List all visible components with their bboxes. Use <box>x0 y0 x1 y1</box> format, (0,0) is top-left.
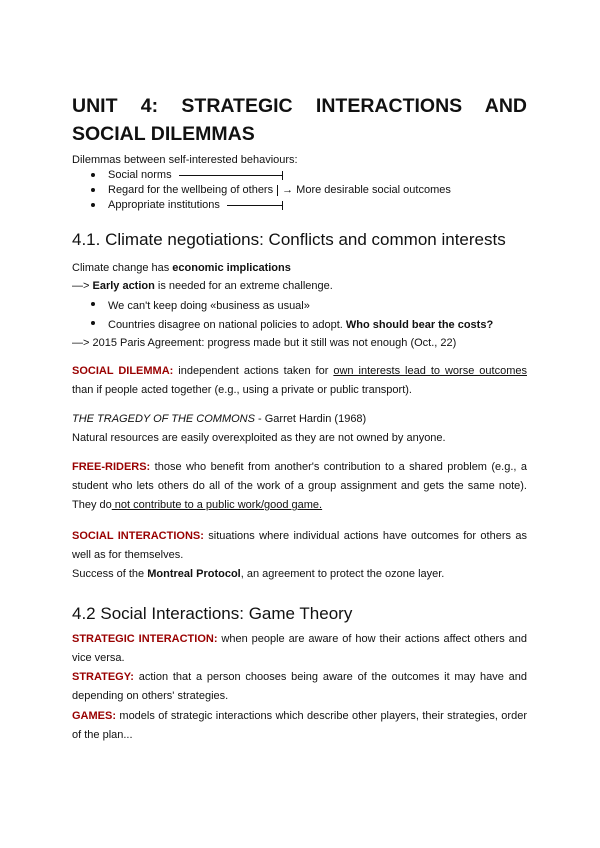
intro-bullet-list <box>72 168 527 213</box>
term-label: STRATEGIC INTERACTION: <box>72 633 218 645</box>
bullet-countries-disagree <box>72 316 527 335</box>
text: action that a person chooses being aware of the outcomes it may have and depending on others' strategies. <box>72 671 527 702</box>
bullet-label: Regard for the wellbeing of others <box>108 184 274 196</box>
intro-bullet-social-norms <box>72 168 527 183</box>
term-label: STRATEGY: <box>72 671 134 683</box>
strategic-interaction-paragraph <box>72 630 527 668</box>
text: —> <box>72 280 93 292</box>
social-dilemma-paragraph <box>72 362 527 400</box>
strategy-paragraph <box>72 668 527 706</box>
intro-bullet-regard <box>72 183 527 198</box>
tragedy-text: Natural resources are easily overexploited as they are not owned by anyone. <box>72 432 446 444</box>
text: situations where individual actions have outcomes for others as well as for themselves. <box>72 530 527 561</box>
bullet-business-as-usual <box>72 297 527 316</box>
montreal-protocol-line <box>72 565 527 584</box>
unit-title-line-2: SOCIAL DILEMMAS <box>72 123 255 145</box>
bold-text: Early action <box>92 280 155 292</box>
underlined-text: not contribute to a public work/good game. <box>111 499 323 511</box>
text: Climate change has <box>72 262 173 274</box>
text: than if people acted together (e.g., using a private or public transport). <box>72 384 412 396</box>
text: independent actions taken for <box>173 365 334 377</box>
text: - Garret Hardin (1968) <box>254 413 367 425</box>
section-heading-4-2: 4.2 Social Interactions: Game Theory <box>72 604 353 623</box>
bullet-text: Countries disagree on national policies to adopt. <box>108 319 346 331</box>
intro-text: Dilemmas between self-interested behaviours: <box>72 154 298 166</box>
text: those who benefit from another's contribution to a shared problem (e.g., a student who lets others do all of the work of a group assignment and gets the same note). They do <box>72 461 527 511</box>
unit-title-line-1: UNIT 4: STRATEGIC INTERACTIONS AND <box>72 95 527 117</box>
climate-bullet-list <box>72 297 527 335</box>
bullet-label: Social norms <box>108 169 172 181</box>
bold-text: Montreal Protocol <box>147 568 241 580</box>
text: Success of the <box>72 568 148 580</box>
bold-text: Who should bear the costs? <box>345 319 494 331</box>
bullet-label: Appropriate institutions <box>108 199 220 211</box>
term-label: FREE-RIDERS: <box>72 461 151 473</box>
climate-line <box>72 259 527 278</box>
paris-agreement-line: —> 2015 Paris Agreement: progress made but it still was not enough (Oct., 22) <box>72 337 457 349</box>
term-label: SOCIAL DILEMMA: <box>72 365 174 377</box>
intro-bullet-institutions <box>72 198 527 213</box>
bracket-bar-icon <box>277 185 278 196</box>
text: is needed for an extreme challenge. <box>154 280 333 292</box>
early-action-line <box>72 277 527 296</box>
text: models of strategic interactions which describe other players, their strategies, order of the plan... <box>72 710 527 741</box>
unit-title <box>72 92 527 148</box>
italic-title: THE TRAGEDY OF THE COMMONS <box>72 413 255 425</box>
underlined-text: own interests lead to worse outcomes <box>333 365 527 377</box>
tragedy-heading-line <box>72 410 527 429</box>
games-paragraph <box>72 707 527 745</box>
bold-text: economic implications <box>172 262 291 274</box>
term-label: GAMES: <box>72 710 116 722</box>
term-label: SOCIAL INTERACTIONS: <box>72 530 204 542</box>
bullet-text: We can't keep doing «business as usual» <box>108 300 310 312</box>
section-heading-4-1: 4.1. Climate negotiations: Conflicts and common interests <box>72 230 506 249</box>
bracket-line-icon <box>227 205 283 206</box>
bracket-line-icon <box>179 175 283 176</box>
free-riders-paragraph <box>72 458 527 515</box>
bullet-result: → More desirable social outcomes <box>282 184 451 196</box>
text: when people are aware of how their actions affect others and vice versa. <box>72 633 527 664</box>
text: , an agreement to protect the ozone layer. <box>240 568 445 580</box>
social-interactions-paragraph <box>72 527 527 565</box>
